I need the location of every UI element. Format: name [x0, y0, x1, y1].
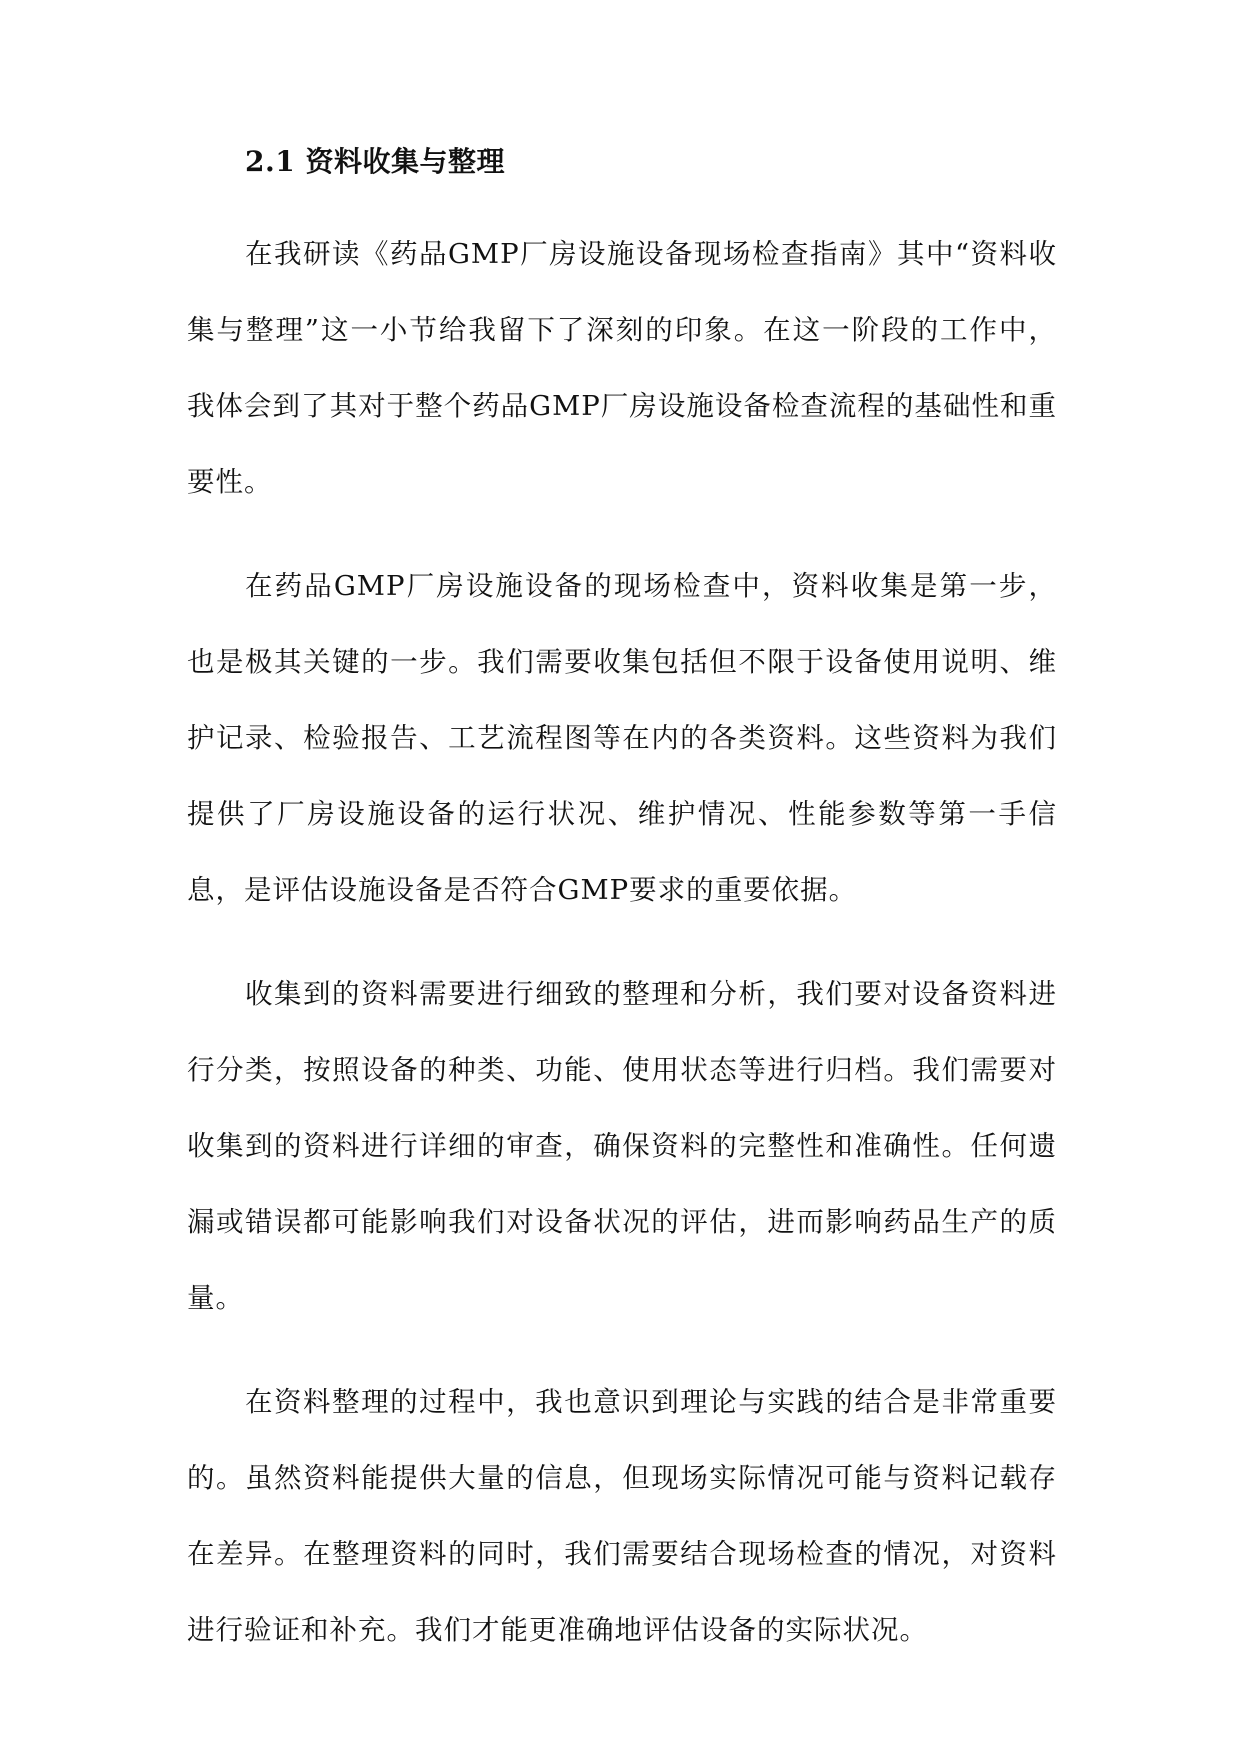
paragraph-3: 收集到的资料需要进行细致的整理和分析，我们要对设备资料进行分类，按照设备的种类、功能、使用状态等进行归档。我们需要对收集到的资料进行详细的审查，确保资料的完整性和准确性。任何遗漏或错误都可能影响我们对设备状况的评估，进而影响药品生产的质量。: [187, 978, 1057, 1314]
paragraph-1: 在我研读《药品GMP厂房设施设备现场检查指南》其中“资料收集与整理”这一小节给我留下了深刻的印象。在这一阶段的工作中，我体会到了其对于整个药品GMP厂房设施设备检查流程的基础性和重要性。: [187, 238, 1057, 498]
paragraph-2: 在药品GMP厂房设施设备的现场检查中，资料收集是第一步，也是极其关键的一步。我们需要收集包括但不限于设备使用说明、维护记录、检验报告、工艺流程图等在内的各类资料。这些资料为我们提供了厂房设施设备的运行状况、维护情况、性能参数等第一手信息，是评估设施设备是否符合GMP要求的重要依据。: [187, 570, 1057, 906]
section-heading: 2.1 资料收集与整理: [245, 145, 505, 178]
document-body: [187, 140, 1057, 1668]
paragraph-4: 在资料整理的过程中，我也意识到理论与实践的结合是非常重要的。虽然资料能提供大量的信息，但现场实际情况可能与资料记载存在差异。在整理资料的同时，我们需要结合现场检查的情况，对资料进行验证和补充。我们才能更准确地评估设备的实际状况。: [187, 1386, 1057, 1646]
